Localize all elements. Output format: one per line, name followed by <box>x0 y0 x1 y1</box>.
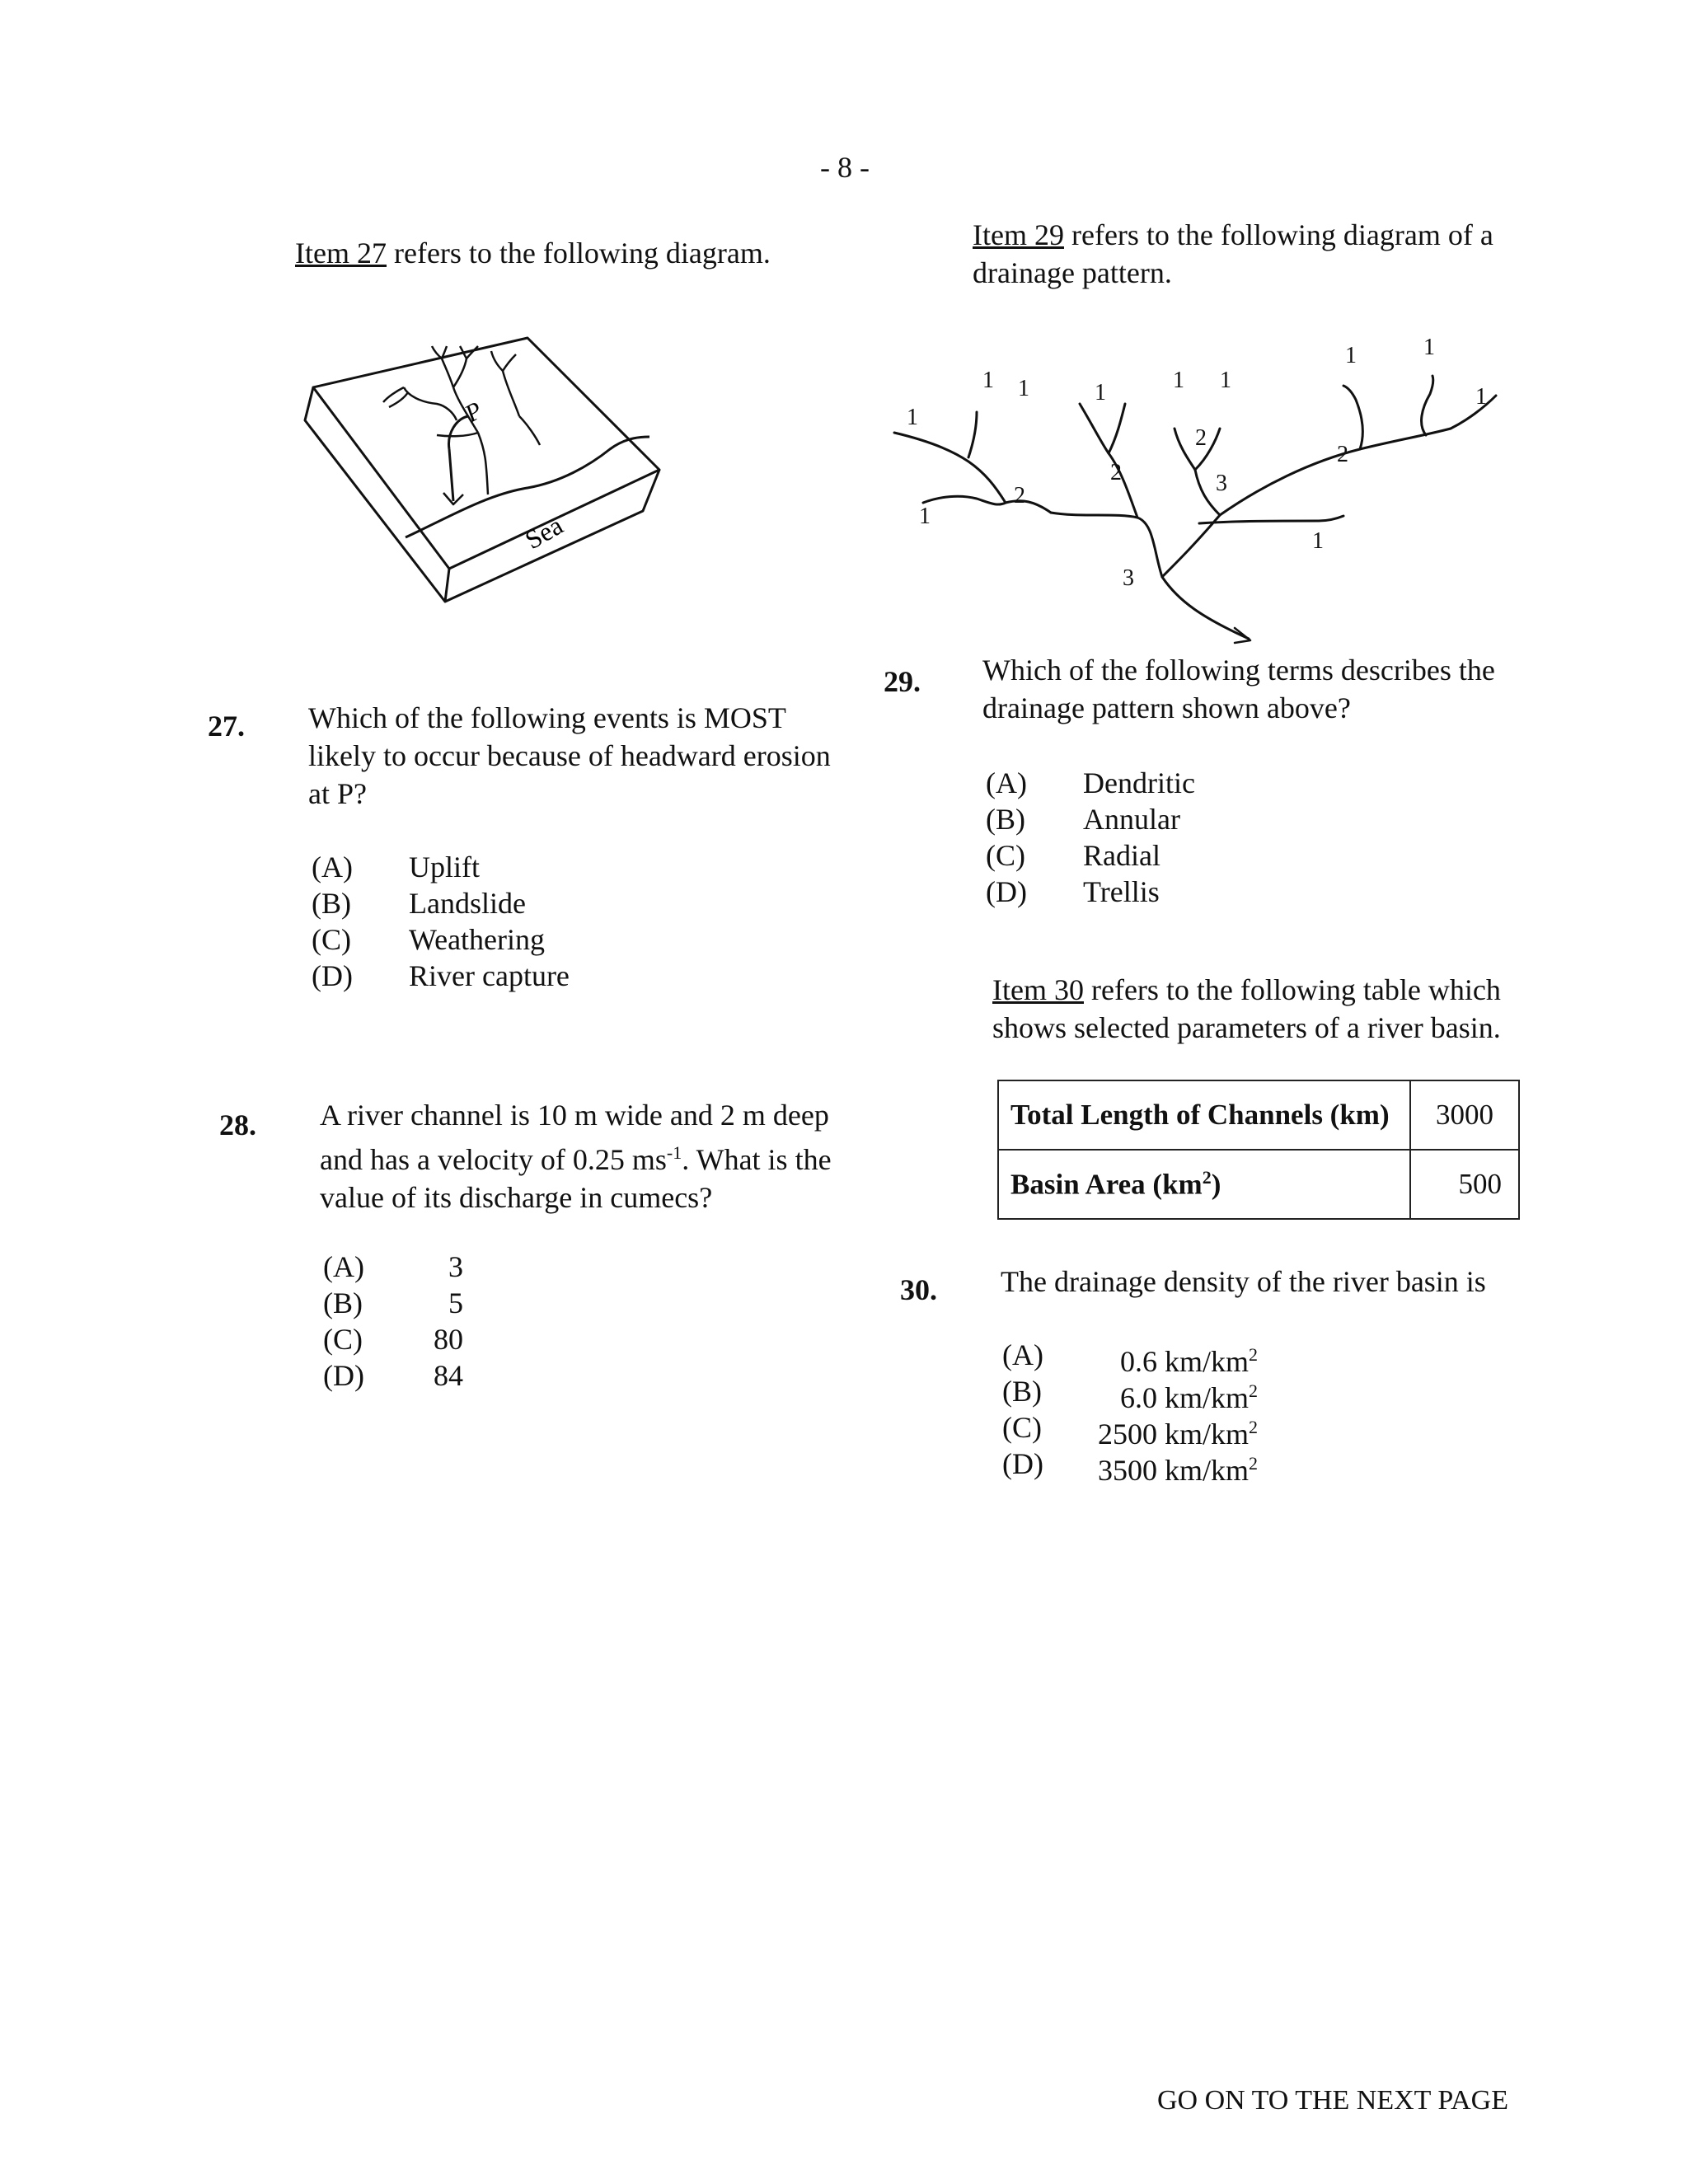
item29-intro <box>973 216 1517 292</box>
stream-order-label: 1 <box>907 405 918 430</box>
stream-order-label: 1 <box>1423 335 1435 360</box>
coastline <box>406 437 649 537</box>
stream-order-label: 1 <box>1173 368 1184 393</box>
stream-order-label: 1 <box>1018 376 1029 401</box>
stream-order-label: 1 <box>1312 528 1324 554</box>
option-unit-sup: 2 <box>1249 1417 1258 1437</box>
item29-ref: Item 29 <box>973 218 1064 251</box>
block-top-face <box>313 338 659 569</box>
option-label: (A) <box>986 766 1027 799</box>
option-text: River capture <box>409 959 570 992</box>
q30-number: 30. <box>900 1273 937 1306</box>
q28-text-pre: A river channel is 10 m wide and 2 m deep and has a velocity of 0.25 ms <box>320 1099 829 1176</box>
q28-text-sup: -1 <box>666 1142 682 1163</box>
item30-intro <box>992 971 1536 1047</box>
headward-erosion-block-diagram <box>280 313 676 676</box>
q27-number: 27. <box>208 710 245 743</box>
table-cell-param: Total Length of Channels (km) <box>998 1080 1410 1150</box>
item30-ref: Item 30 <box>992 973 1084 1006</box>
item29-intro-rest: refers to the following diagram of a drainage pattern. <box>973 218 1493 289</box>
table-cell-value: 500 <box>1410 1150 1519 1219</box>
stream-order-label: 3 <box>1216 471 1227 496</box>
option-label: (B) <box>986 803 1025 836</box>
option-label: (D) <box>312 959 353 992</box>
option-label: (D) <box>1002 1447 1043 1480</box>
param-pre: Basin Area (km <box>1010 1168 1203 1201</box>
block-left-face <box>305 387 449 602</box>
option-value: 2500 <box>1097 1418 1157 1451</box>
option-unit-sup: 2 <box>1249 1380 1258 1401</box>
flow-arrow <box>449 449 453 501</box>
param-post: ) <box>1211 1168 1221 1201</box>
option-label: (B) <box>323 1286 363 1319</box>
stream-order-label: 2 <box>1337 442 1348 467</box>
option-text: 80 <box>434 1323 463 1356</box>
option-text: Annular <box>1083 803 1180 836</box>
option-text: Uplift <box>409 851 480 883</box>
item27-ref: Item 27 <box>295 237 387 269</box>
stream-order-label: 1 <box>1345 343 1357 368</box>
stream-order-label: 2 <box>1014 483 1025 509</box>
option-label: (B) <box>312 887 351 920</box>
table-cell-value: 3000 <box>1410 1080 1519 1150</box>
option-text: 5 <box>448 1286 463 1319</box>
option-value: 3500 <box>1097 1454 1157 1487</box>
next-page-footer: GO ON TO THE NEXT PAGE <box>1157 2085 1508 2116</box>
q29-number: 29. <box>884 665 921 698</box>
option-text <box>1085 1446 1258 1488</box>
option-unit-sup: 2 <box>1249 1344 1258 1365</box>
stream-order-label: 3 <box>1123 565 1134 591</box>
option-label: (D) <box>323 1359 364 1392</box>
item30-intro-rest: refers to the following table which shows selected parameters of a river basin. <box>992 973 1501 1044</box>
option-label: (B) <box>1002 1375 1042 1408</box>
table-row <box>998 1080 1519 1150</box>
option-label: (A) <box>323 1250 364 1283</box>
option-unit-sup: 2 <box>1249 1453 1258 1474</box>
table-row <box>998 1150 1519 1219</box>
q28-number: 28. <box>219 1108 256 1141</box>
stream-order-label: 1 <box>919 504 931 529</box>
option-label: (C) <box>323 1323 363 1356</box>
q28-text <box>320 1096 847 1216</box>
stream-order-label: 2 <box>1110 460 1122 485</box>
option-label: (C) <box>1002 1411 1042 1444</box>
option-text: 84 <box>434 1359 463 1392</box>
label-sea: Sea <box>519 509 568 555</box>
drainage-pattern-diagram <box>882 305 1525 651</box>
option-text: Dendritic <box>1083 766 1195 799</box>
option-label: (C) <box>312 923 351 956</box>
option-value: 6.0 <box>1119 1381 1157 1414</box>
table-cell-param <box>998 1150 1410 1219</box>
stream-order-labels <box>907 335 1487 591</box>
q30-text: The drainage density of the river basin is <box>1001 1265 1486 1298</box>
param-sup: 2 <box>1202 1167 1212 1188</box>
option-unit: km/km <box>1164 1418 1249 1451</box>
option-label: (A) <box>1002 1338 1043 1371</box>
option-text: Landslide <box>409 887 526 920</box>
item27-intro-rest: refers to the following diagram. <box>386 237 771 269</box>
stream-order-label: 1 <box>1095 380 1106 405</box>
stream-order-label: 2 <box>1195 425 1207 451</box>
stream-order-label: 1 <box>1220 368 1231 393</box>
q29-text: Which of the following terms describes the drainage pattern shown above? <box>982 654 1495 724</box>
page-number: - 8 - <box>820 151 870 184</box>
option-label: (A) <box>312 851 353 883</box>
q28-text-post: . What is the value of its discharge in cumecs? <box>320 1143 832 1214</box>
option-text: 3 <box>448 1250 463 1283</box>
river-basin-parameters-table <box>997 1080 1520 1220</box>
label-p: P <box>460 396 487 428</box>
option-unit: km/km <box>1164 1454 1249 1487</box>
option-text: Trellis <box>1083 875 1160 908</box>
option-label: (D) <box>986 875 1027 908</box>
option-value: 0.6 <box>1119 1345 1157 1378</box>
option-text: Weathering <box>409 923 546 956</box>
item27-intro <box>295 234 771 272</box>
option-unit: km/km <box>1164 1345 1249 1378</box>
q27-text: Which of the following events is MOST likely to occur because of headward erosion at P? <box>308 701 831 810</box>
headward-arrow <box>449 416 468 449</box>
option-unit: km/km <box>1164 1381 1249 1414</box>
option-label: (C) <box>986 839 1025 872</box>
option-text: Radial <box>1083 839 1160 872</box>
stream-order-label: 1 <box>982 368 994 393</box>
stream-order-label: 1 <box>1475 384 1487 410</box>
